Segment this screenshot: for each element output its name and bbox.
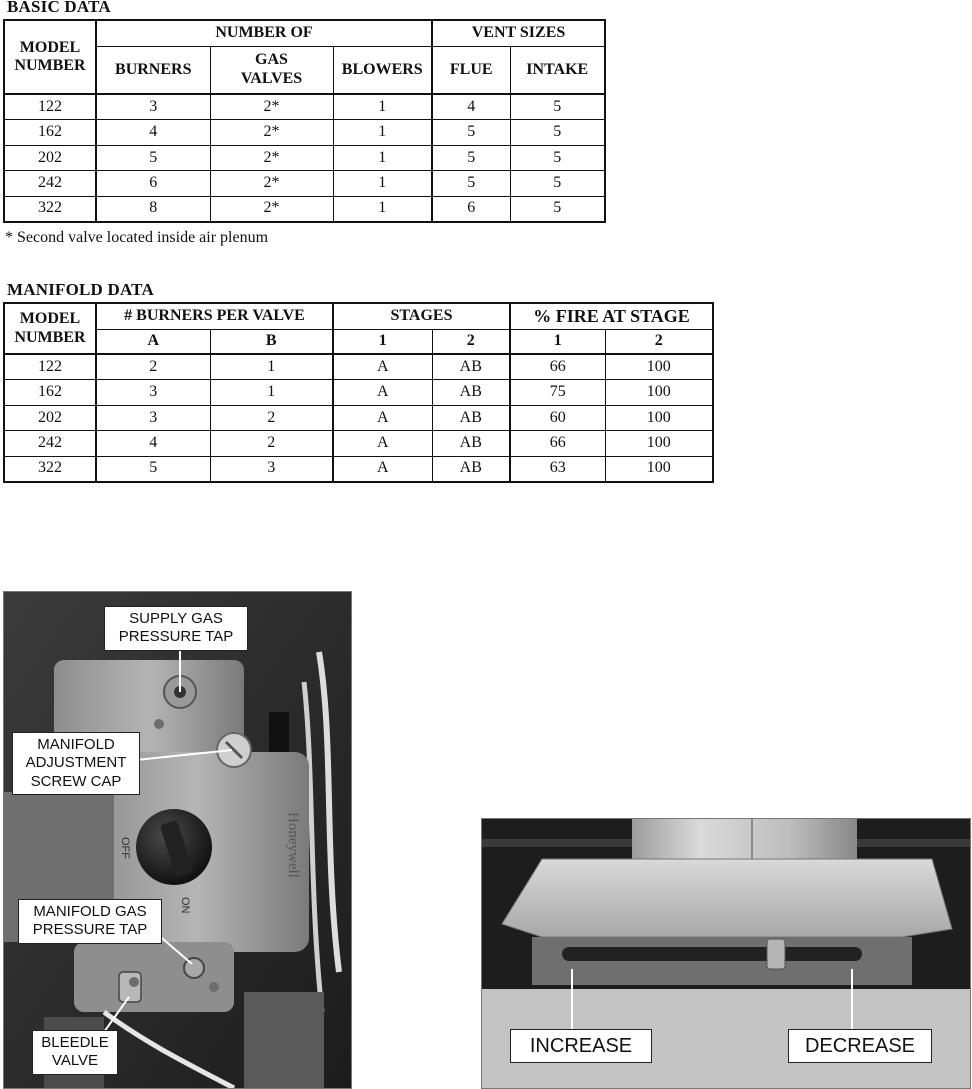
table-cell: 322: [4, 196, 96, 222]
manifold-header-stage-2: 2: [432, 329, 510, 354]
table-cell: 66: [510, 431, 605, 457]
manifold-header-b: B: [210, 329, 333, 354]
manifold-data-title: MANIFOLD DATA: [7, 280, 154, 299]
table-cell: 2*: [210, 94, 333, 120]
table-cell: AB: [432, 431, 510, 457]
basic-data-footnote: * Second valve located inside air plenum: [5, 229, 269, 246]
table-cell: 3: [96, 380, 210, 406]
table-row: [4, 380, 713, 406]
table-cell: 8: [96, 196, 210, 222]
table-cell: 1: [333, 171, 432, 197]
table-cell: AB: [432, 405, 510, 431]
table-cell: A: [333, 405, 432, 431]
table-cell: A: [333, 431, 432, 457]
table-cell: 100: [605, 431, 713, 457]
table-cell: A: [333, 354, 432, 380]
table-cell: 202: [4, 405, 96, 431]
table-cell: 242: [4, 171, 96, 197]
damper-photo: [481, 818, 971, 1089]
table-cell: 5: [510, 171, 605, 197]
table-row: [4, 145, 605, 171]
table-row: [4, 456, 713, 482]
manifold-data-rows: [4, 354, 713, 482]
table-cell: 6: [432, 196, 510, 222]
manifold-header-stages: STAGES: [333, 303, 510, 329]
manifold-header-fire-at-stage: % FIRE AT STAGE: [510, 303, 713, 329]
table-cell: 5: [432, 120, 510, 146]
table-row: [4, 354, 713, 380]
table-cell: 100: [605, 354, 713, 380]
table-cell: 5: [432, 171, 510, 197]
table-row: [4, 120, 605, 146]
table-cell: 2*: [210, 196, 333, 222]
basic-header-burners: BURNERS: [96, 46, 210, 94]
table-cell: 3: [96, 94, 210, 120]
basic-header-flue: FLUE: [432, 46, 510, 94]
table-cell: 1: [333, 145, 432, 171]
manifold-header-stage-1: 1: [333, 329, 432, 354]
basic-data-table: [3, 19, 606, 223]
table-cell: 4: [432, 94, 510, 120]
table-row: [4, 94, 605, 120]
table-cell: 100: [605, 380, 713, 406]
manifold-header-fire-2: 2: [605, 329, 713, 354]
knob-on-label: ON: [179, 897, 191, 914]
manifold-data-table: [3, 302, 714, 483]
table-cell: 6: [96, 171, 210, 197]
bleedle-valve-label: BLEEDLE VALVE: [32, 1030, 118, 1075]
table-cell: 2: [210, 431, 333, 457]
table-cell: 2*: [210, 145, 333, 171]
basic-header-number-of: NUMBER OF: [96, 20, 432, 46]
table-cell: 63: [510, 456, 605, 482]
bleedle-valve-fitting: [119, 972, 141, 1002]
table-cell: 2: [96, 354, 210, 380]
decrease-label: DECREASE: [788, 1029, 932, 1063]
basic-header-model: MODEL NUMBER: [4, 20, 96, 94]
table-cell: 2*: [210, 120, 333, 146]
manifold-adjustment-screw-cap-label: MANIFOLD ADJUSTMENT SCREW CAP: [12, 732, 140, 795]
increase-label: INCREASE: [510, 1029, 652, 1063]
table-cell: 1: [333, 94, 432, 120]
table-cell: 2: [210, 405, 333, 431]
table-cell: A: [333, 456, 432, 482]
basic-header-intake: INTAKE: [510, 46, 605, 94]
basic-data-rows: [4, 94, 605, 222]
table-cell: AB: [432, 380, 510, 406]
table-cell: 5: [510, 196, 605, 222]
table-cell: 5: [510, 120, 605, 146]
knob-off-label: OFF: [119, 837, 131, 859]
gas-valve-photo: [3, 591, 352, 1089]
manifold-gas-pressure-tap-label: MANIFOLD GAS PRESSURE TAP: [18, 899, 162, 944]
table-cell: 1: [210, 354, 333, 380]
table-cell: 3: [96, 405, 210, 431]
table-cell: AB: [432, 354, 510, 380]
basic-header-gas-valves: GAS VALVES: [210, 46, 333, 94]
table-cell: 60: [510, 405, 605, 431]
table-cell: 75: [510, 380, 605, 406]
table-row: [4, 431, 713, 457]
table-row: [4, 171, 605, 197]
table-cell: 100: [605, 405, 713, 431]
table-cell: 100: [605, 456, 713, 482]
brand-lettering: Honeywell: [285, 812, 301, 878]
table-cell: 242: [4, 431, 96, 457]
table-cell: 5: [510, 94, 605, 120]
table-cell: 5: [96, 456, 210, 482]
table-cell: 162: [4, 380, 96, 406]
table-row: [4, 196, 605, 222]
table-cell: 5: [510, 145, 605, 171]
table-cell: A: [333, 380, 432, 406]
table-cell: 162: [4, 120, 96, 146]
table-cell: 5: [432, 145, 510, 171]
thumb-screw: [767, 939, 785, 969]
table-cell: 322: [4, 456, 96, 482]
connector-block: [269, 712, 289, 752]
table-cell: 202: [4, 145, 96, 171]
manifold-header-model: MODEL NUMBER: [4, 303, 96, 354]
adjustment-slot: [562, 947, 862, 961]
supply-gas-pressure-tap-label: SUPPLY GAS PRESSURE TAP: [104, 606, 248, 651]
table-cell: 2*: [210, 171, 333, 197]
table-cell: 1: [333, 196, 432, 222]
basic-data-title: BASIC DATA: [7, 0, 111, 16]
table-cell: 5: [96, 145, 210, 171]
table-cell: 1: [333, 120, 432, 146]
table-cell: 3: [210, 456, 333, 482]
table-cell: 4: [96, 431, 210, 457]
mounting-plate: [502, 859, 952, 937]
table-cell: 122: [4, 354, 96, 380]
table-cell: 1: [210, 380, 333, 406]
table-cell: 66: [510, 354, 605, 380]
table-cell: 4: [96, 120, 210, 146]
table-row: [4, 405, 713, 431]
manifold-header-burners-per-valve: # BURNERS PER VALVE: [96, 303, 333, 329]
basic-header-blowers: BLOWERS: [333, 46, 432, 94]
manifold-header-a: A: [96, 329, 210, 354]
basic-header-vent-sizes: VENT SIZES: [432, 20, 605, 46]
table-cell: AB: [432, 456, 510, 482]
table-cell: 122: [4, 94, 96, 120]
gas-valve-illustration: [4, 592, 351, 1088]
manifold-header-fire-1: 1: [510, 329, 605, 354]
